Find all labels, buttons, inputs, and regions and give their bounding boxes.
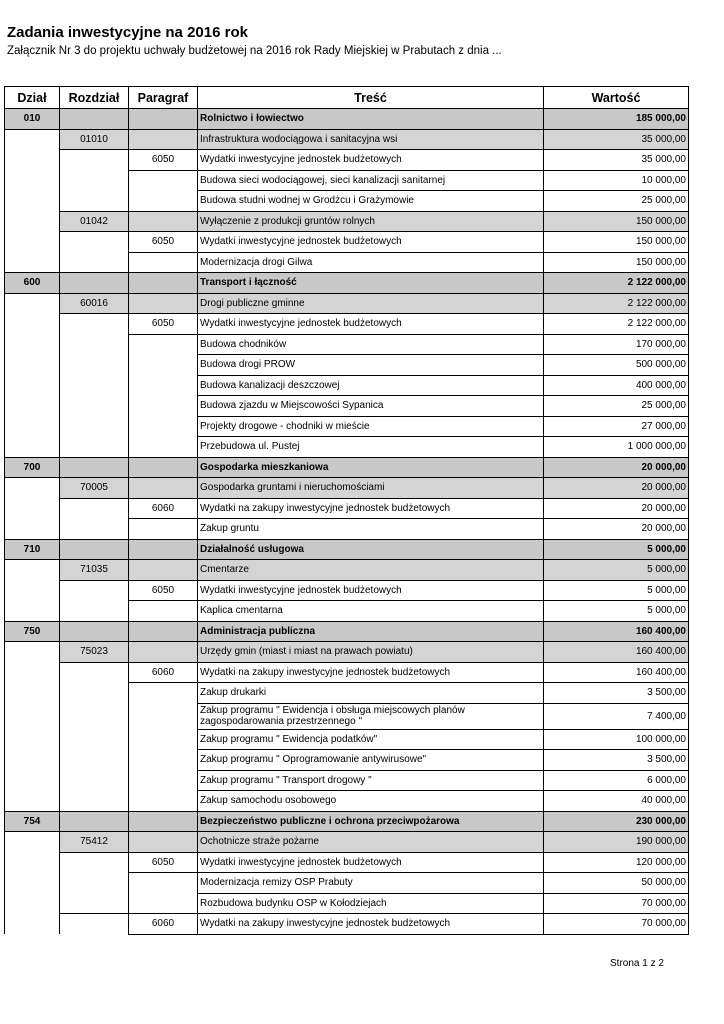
table-row — [5, 252, 689, 273]
cell-rozdzial: 70005 — [60, 478, 129, 499]
cell-rozdzial — [60, 457, 129, 478]
table-row — [5, 519, 689, 540]
cell-paragraf — [129, 519, 198, 540]
cell-rozdzial: 01042 — [60, 211, 129, 232]
table-row — [5, 355, 689, 376]
cell-wartosc: 170 000,00 — [544, 334, 689, 355]
cell-tresc: Zakup programu " Transport drogowy " — [198, 770, 544, 791]
table-header-row — [5, 87, 689, 109]
table-row — [5, 852, 689, 873]
table-row — [5, 791, 689, 812]
cell-dzial — [5, 211, 60, 232]
table-row — [5, 662, 689, 683]
cell-paragraf: 6060 — [129, 662, 198, 683]
table-row — [5, 457, 689, 478]
cell-tresc: Wyłączenie z produkcji gruntów rolnych — [198, 211, 544, 232]
cell-dzial — [5, 416, 60, 437]
cell-wartosc: 5 000,00 — [544, 580, 689, 601]
cell-wartosc: 120 000,00 — [544, 852, 689, 873]
cell-rozdzial: 75023 — [60, 642, 129, 663]
cell-rozdzial — [60, 729, 129, 750]
cell-wartosc: 40 000,00 — [544, 791, 689, 812]
cell-tresc: Działalność usługowa — [198, 539, 544, 560]
cell-rozdzial — [60, 396, 129, 417]
cell-paragraf — [129, 109, 198, 130]
cell-dzial — [5, 873, 60, 894]
cell-paragraf — [129, 791, 198, 812]
cell-paragraf: 6050 — [129, 314, 198, 335]
cell-wartosc: 50 000,00 — [544, 873, 689, 894]
cell-tresc: Modernizacja remizy OSP Prabuty — [198, 873, 544, 894]
cell-wartosc: 20 000,00 — [544, 498, 689, 519]
cell-wartosc: 160 400,00 — [544, 662, 689, 683]
cell-tresc: Przebudowa ul. Pustej — [198, 437, 544, 458]
cell-tresc: Wydatki na zakupy inwestycyjne jednostek budżetowych — [198, 662, 544, 683]
cell-rozdzial — [60, 580, 129, 601]
table-row — [5, 170, 689, 191]
cell-dzial — [5, 580, 60, 601]
table-row — [5, 914, 689, 935]
cell-tresc: Zakup drukarki — [198, 683, 544, 704]
cell-wartosc: 35 000,00 — [544, 129, 689, 150]
table-row — [5, 560, 689, 581]
cell-tresc: Gospodarka mieszkaniowa — [198, 457, 544, 478]
cell-wartosc: 10 000,00 — [544, 170, 689, 191]
cell-paragraf — [129, 457, 198, 478]
cell-rozdzial: 01010 — [60, 129, 129, 150]
cell-dzial — [5, 560, 60, 581]
cell-paragraf — [129, 252, 198, 273]
cell-rozdzial: 60016 — [60, 293, 129, 314]
cell-wartosc: 185 000,00 — [544, 109, 689, 130]
cell-wartosc: 27 000,00 — [544, 416, 689, 437]
cell-tresc: Wydatki inwestycyjne jednostek budżetowych — [198, 314, 544, 335]
cell-paragraf — [129, 170, 198, 191]
cell-paragraf — [129, 478, 198, 499]
table-row — [5, 273, 689, 294]
cell-paragraf — [129, 191, 198, 212]
cell-paragraf — [129, 873, 198, 894]
table-row — [5, 642, 689, 663]
table-row — [5, 150, 689, 171]
cell-rozdzial — [60, 703, 129, 729]
table-row — [5, 539, 689, 560]
header-paragraf: Paragraf — [129, 87, 198, 109]
cell-dzial — [5, 893, 60, 914]
cell-paragraf — [129, 416, 198, 437]
cell-rozdzial — [60, 170, 129, 191]
table-row — [5, 416, 689, 437]
cell-rozdzial — [60, 109, 129, 130]
table-row — [5, 334, 689, 355]
cell-dzial: 710 — [5, 539, 60, 560]
table-row — [5, 770, 689, 791]
cell-tresc: Wydatki na zakupy inwestycyjne jednostek budżetowych — [198, 498, 544, 519]
cell-dzial — [5, 396, 60, 417]
cell-dzial — [5, 252, 60, 273]
cell-rozdzial — [60, 519, 129, 540]
cell-wartosc: 1 000 000,00 — [544, 437, 689, 458]
cell-rozdzial — [60, 893, 129, 914]
cell-paragraf — [129, 703, 198, 729]
cell-rozdzial — [60, 750, 129, 771]
cell-paragraf — [129, 770, 198, 791]
cell-dzial — [5, 750, 60, 771]
cell-dzial — [5, 601, 60, 622]
cell-dzial — [5, 355, 60, 376]
cell-tresc: Wydatki inwestycyjne jednostek budżetowych — [198, 232, 544, 253]
document-title: Zadania inwestycyjne na 2016 rok — [7, 24, 248, 41]
cell-dzial — [5, 293, 60, 314]
table-row — [5, 580, 689, 601]
cell-rozdzial — [60, 852, 129, 873]
cell-tresc: Rozbudowa budynku OSP w Kołodziejach — [198, 893, 544, 914]
cell-rozdzial — [60, 437, 129, 458]
cell-paragraf — [129, 211, 198, 232]
cell-wartosc: 7 400,00 — [544, 703, 689, 729]
cell-tresc: Budowa drogi PROW — [198, 355, 544, 376]
cell-paragraf: 6060 — [129, 914, 198, 935]
cell-wartosc: 150 000,00 — [544, 211, 689, 232]
cell-rozdzial — [60, 539, 129, 560]
cell-wartosc: 2 122 000,00 — [544, 314, 689, 335]
cell-tresc: Ochotnicze straże pożarne — [198, 832, 544, 853]
cell-paragraf — [129, 539, 198, 560]
investment-table — [4, 86, 689, 935]
table-row — [5, 873, 689, 894]
cell-dzial — [5, 703, 60, 729]
cell-wartosc: 6 000,00 — [544, 770, 689, 791]
cell-dzial: 754 — [5, 811, 60, 832]
cell-paragraf: 6050 — [129, 150, 198, 171]
cell-rozdzial — [60, 770, 129, 791]
cell-paragraf — [129, 832, 198, 853]
cell-rozdzial: 75412 — [60, 832, 129, 853]
cell-paragraf — [129, 273, 198, 294]
cell-tresc: Wydatki inwestycyjne jednostek budżetowych — [198, 580, 544, 601]
cell-tresc: Budowa chodników — [198, 334, 544, 355]
cell-wartosc: 400 000,00 — [544, 375, 689, 396]
cell-rozdzial — [60, 355, 129, 376]
cell-paragraf: 6050 — [129, 852, 198, 873]
cell-paragraf — [129, 750, 198, 771]
cell-wartosc: 190 000,00 — [544, 832, 689, 853]
table-row — [5, 893, 689, 914]
cell-dzial: 010 — [5, 109, 60, 130]
cell-dzial — [5, 770, 60, 791]
cell-dzial — [5, 498, 60, 519]
cell-dzial — [5, 170, 60, 191]
cell-rozdzial — [60, 914, 129, 935]
cell-tresc: Wydatki inwestycyjne jednostek budżetowych — [198, 150, 544, 171]
cell-dzial: 600 — [5, 273, 60, 294]
table-row — [5, 601, 689, 622]
table-row — [5, 621, 689, 642]
cell-dzial — [5, 314, 60, 335]
cell-tresc: Budowa studni wodnej w Grodżcu i Grażymowie — [198, 191, 544, 212]
cell-tresc: Urzędy gmin (miast i miast na prawach powiatu) — [198, 642, 544, 663]
cell-rozdzial — [60, 498, 129, 519]
cell-wartosc: 150 000,00 — [544, 232, 689, 253]
cell-tresc: Kaplica cmentarna — [198, 601, 544, 622]
cell-dzial — [5, 729, 60, 750]
cell-wartosc: 500 000,00 — [544, 355, 689, 376]
table-row — [5, 729, 689, 750]
table-row — [5, 811, 689, 832]
cell-rozdzial — [60, 873, 129, 894]
cell-wartosc: 160 400,00 — [544, 642, 689, 663]
header-tresc: Treść — [198, 87, 544, 109]
cell-wartosc: 20 000,00 — [544, 519, 689, 540]
cell-tresc: Infrastruktura wodociągowa i sanitacyjna wsi — [198, 129, 544, 150]
cell-dzial — [5, 191, 60, 212]
cell-wartosc: 3 500,00 — [544, 683, 689, 704]
cell-dzial — [5, 129, 60, 150]
cell-paragraf: 6050 — [129, 232, 198, 253]
cell-paragraf — [129, 334, 198, 355]
cell-dzial — [5, 914, 60, 935]
cell-tresc: Budowa zjazdu w Miejscowości Sypanica — [198, 396, 544, 417]
table-row — [5, 832, 689, 853]
cell-rozdzial — [60, 334, 129, 355]
cell-tresc: Wydatki inwestycyjne jednostek budżetowych — [198, 852, 544, 873]
cell-paragraf — [129, 811, 198, 832]
cell-dzial — [5, 437, 60, 458]
table-row — [5, 109, 689, 130]
cell-dzial — [5, 642, 60, 663]
cell-wartosc: 230 000,00 — [544, 811, 689, 832]
cell-wartosc: 5 000,00 — [544, 601, 689, 622]
cell-dzial — [5, 791, 60, 812]
table-row — [5, 293, 689, 314]
cell-dzial: 700 — [5, 457, 60, 478]
table-row — [5, 211, 689, 232]
cell-rozdzial — [60, 416, 129, 437]
cell-wartosc: 20 000,00 — [544, 478, 689, 499]
cell-tresc: Budowa kanalizacji deszczowej — [198, 375, 544, 396]
cell-dzial — [5, 662, 60, 683]
cell-tresc: Modernizacja drogi Gilwa — [198, 252, 544, 273]
cell-tresc: Projekty drogowe - chodniki w mieście — [198, 416, 544, 437]
cell-paragraf — [129, 893, 198, 914]
cell-tresc: Zakup programu " Ewidencja i obsługa miejscowych planów zagospodarowania przestrzennego " — [198, 703, 544, 729]
cell-wartosc: 150 000,00 — [544, 252, 689, 273]
table-row — [5, 129, 689, 150]
cell-tresc: Zakup samochodu osobowego — [198, 791, 544, 812]
cell-rozdzial — [60, 683, 129, 704]
cell-wartosc: 25 000,00 — [544, 191, 689, 212]
cell-wartosc: 20 000,00 — [544, 457, 689, 478]
table-row — [5, 437, 689, 458]
cell-tresc: Drogi publiczne gminne — [198, 293, 544, 314]
cell-wartosc: 3 500,00 — [544, 750, 689, 771]
cell-tresc: Bezpieczeństwo publiczne i ochrona przeciwpożarowa — [198, 811, 544, 832]
cell-tresc: Transport i łączność — [198, 273, 544, 294]
cell-tresc: Gospodarka gruntami i nieruchomościami — [198, 478, 544, 499]
table-row — [5, 498, 689, 519]
cell-tresc: Budowa sieci wodociągowej, sieci kanalizacji sanitarnej — [198, 170, 544, 191]
cell-dzial: 750 — [5, 621, 60, 642]
cell-rozdzial — [60, 314, 129, 335]
table-row — [5, 314, 689, 335]
table-row — [5, 478, 689, 499]
cell-tresc: Cmentarze — [198, 560, 544, 581]
cell-tresc: Wydatki na zakupy inwestycyjne jednostek budżetowych — [198, 914, 544, 935]
header-rozdzial: Rozdział — [60, 87, 129, 109]
table-row — [5, 396, 689, 417]
cell-paragraf — [129, 560, 198, 581]
cell-rozdzial — [60, 232, 129, 253]
cell-paragraf — [129, 293, 198, 314]
cell-rozdzial — [60, 662, 129, 683]
cell-wartosc: 70 000,00 — [544, 914, 689, 935]
cell-wartosc: 25 000,00 — [544, 396, 689, 417]
cell-dzial — [5, 478, 60, 499]
cell-paragraf: 6060 — [129, 498, 198, 519]
table-row — [5, 683, 689, 704]
cell-rozdzial — [60, 811, 129, 832]
cell-tresc: Zakup programu " Oprogramowanie antywirusowe" — [198, 750, 544, 771]
cell-paragraf — [129, 375, 198, 396]
cell-wartosc: 5 000,00 — [544, 560, 689, 581]
cell-wartosc: 70 000,00 — [544, 893, 689, 914]
cell-rozdzial — [60, 601, 129, 622]
table-row — [5, 232, 689, 253]
cell-rozdzial — [60, 191, 129, 212]
cell-dzial — [5, 334, 60, 355]
cell-paragraf — [129, 601, 198, 622]
page-number: Strona 1 z 2 — [610, 958, 664, 969]
cell-dzial — [5, 852, 60, 873]
cell-rozdzial: 71035 — [60, 560, 129, 581]
cell-wartosc: 100 000,00 — [544, 729, 689, 750]
header-dzial: Dział — [5, 87, 60, 109]
table-row — [5, 375, 689, 396]
cell-dzial — [5, 375, 60, 396]
cell-wartosc: 2 122 000,00 — [544, 273, 689, 294]
cell-tresc: Zakup programu " Ewidencja podatków" — [198, 729, 544, 750]
cell-wartosc: 5 000,00 — [544, 539, 689, 560]
cell-paragraf — [129, 437, 198, 458]
cell-wartosc: 160 400,00 — [544, 621, 689, 642]
cell-paragraf — [129, 621, 198, 642]
cell-dzial — [5, 683, 60, 704]
table-row — [5, 703, 689, 729]
cell-tresc: Administracja publiczna — [198, 621, 544, 642]
cell-rozdzial — [60, 791, 129, 812]
cell-paragraf — [129, 642, 198, 663]
cell-rozdzial — [60, 150, 129, 171]
cell-paragraf — [129, 683, 198, 704]
cell-dzial — [5, 519, 60, 540]
cell-wartosc: 2 122 000,00 — [544, 293, 689, 314]
cell-paragraf — [129, 396, 198, 417]
table-row — [5, 750, 689, 771]
cell-wartosc: 35 000,00 — [544, 150, 689, 171]
table-row — [5, 191, 689, 212]
cell-paragraf — [129, 729, 198, 750]
cell-paragraf — [129, 129, 198, 150]
cell-rozdzial — [60, 621, 129, 642]
cell-rozdzial — [60, 375, 129, 396]
cell-rozdzial — [60, 273, 129, 294]
cell-dzial — [5, 832, 60, 853]
cell-paragraf: 6050 — [129, 580, 198, 601]
document-subtitle: Załącznik Nr 3 do projektu uchwały budżetowej na 2016 rok Rady Miejskiej w Prabutach z dnia ... — [7, 45, 502, 57]
header-wartosc: Wartość — [544, 87, 689, 109]
cell-paragraf — [129, 355, 198, 376]
cell-rozdzial — [60, 252, 129, 273]
cell-tresc: Rolnictwo i łowiectwo — [198, 109, 544, 130]
cell-tresc: Zakup gruntu — [198, 519, 544, 540]
cell-dzial — [5, 150, 60, 171]
cell-dzial — [5, 232, 60, 253]
